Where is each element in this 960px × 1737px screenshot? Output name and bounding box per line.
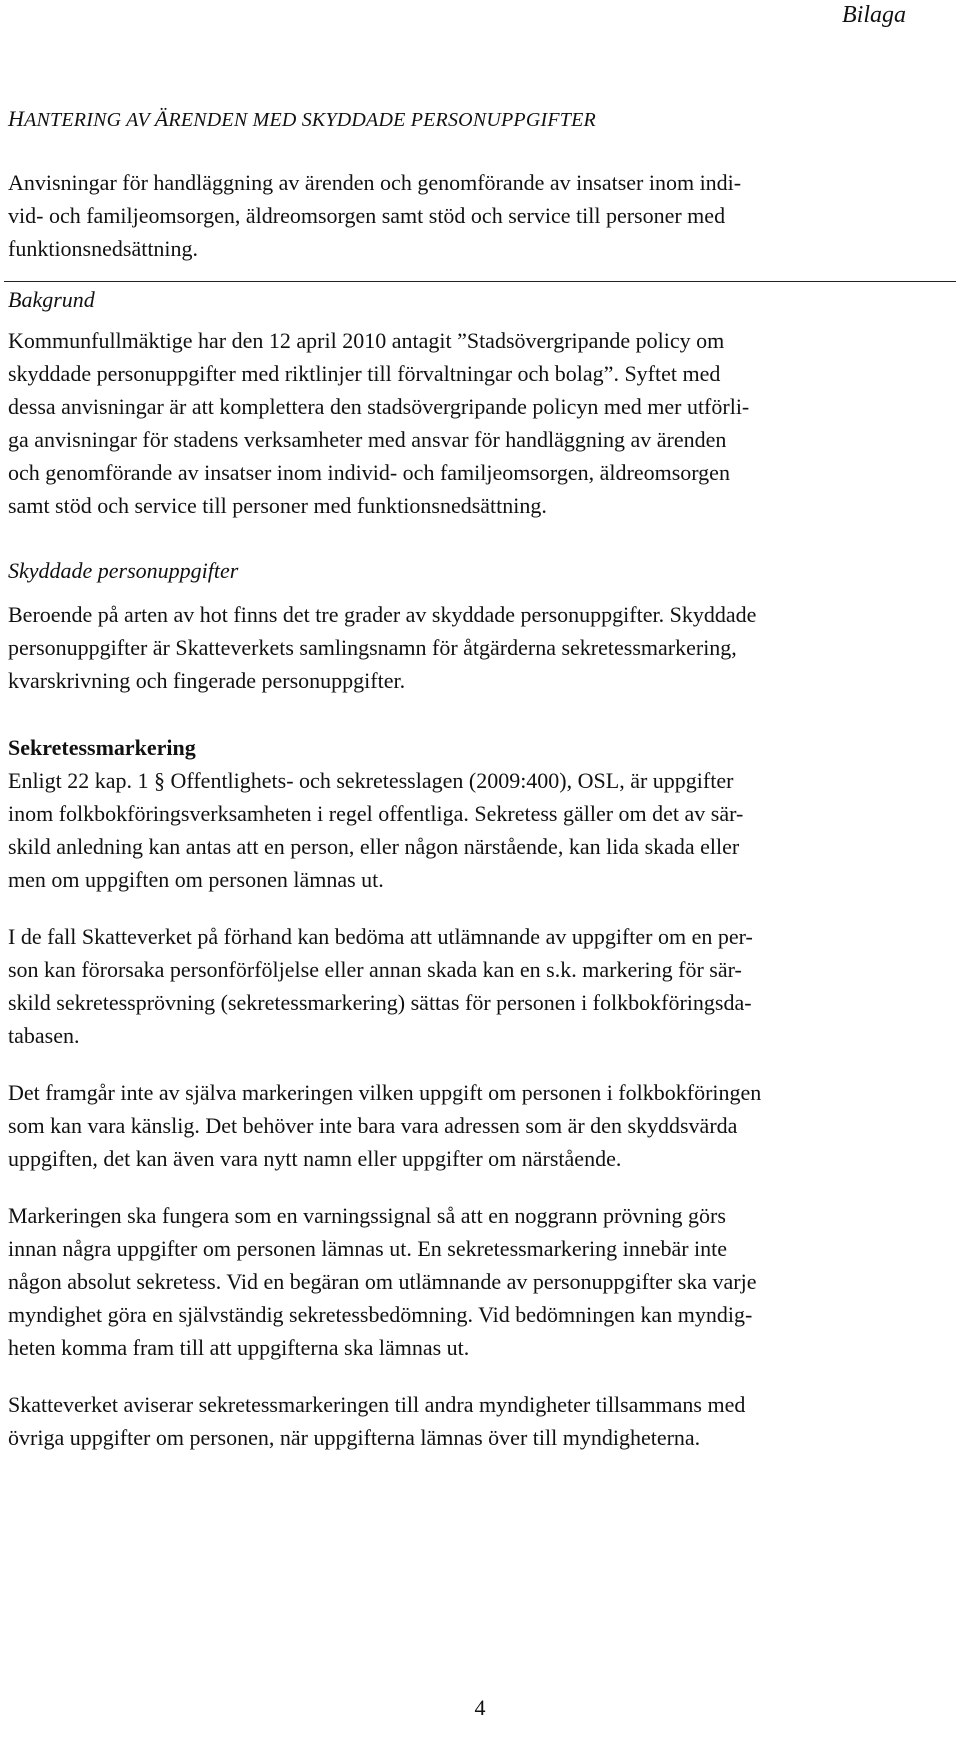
intro-paragraph bbox=[8, 166, 956, 265]
text-line: någon absolut sekretess. Vid en begäran om utlämnande av personuppgifter ska varje bbox=[8, 1269, 757, 1294]
text-line: son kan förorsaka personförföljelse eller annan skada kan en s.k. markering för sär- bbox=[8, 957, 742, 982]
title-part-2: RENDEN MED SKYDDADE PERSONUPPGIFTER bbox=[168, 109, 596, 131]
section-heading-skyddade: Skyddade personuppgifter bbox=[8, 558, 239, 583]
text-line: Skatteverket aviserar sekretessmarkeringen till andra myndigheter tillsammans med bbox=[8, 1392, 746, 1417]
section-heading-bakgrund: Bakgrund bbox=[8, 287, 95, 312]
section-skyddade-personuppgifter bbox=[8, 554, 956, 697]
text-line: övriga uppgifter om personen, när uppgifterna lämnas över till myndigheterna. bbox=[8, 1425, 701, 1450]
section-bakgrund bbox=[8, 283, 956, 522]
title-initial-1: H bbox=[8, 106, 25, 131]
text-line: skyddade personuppgifter med riktlinjer till förvaltningar och bolag”. Syftet med bbox=[8, 361, 721, 386]
text-line: och genomförande av insatser inom individ- och familjeomsorgen, äldreomsorgen bbox=[8, 460, 730, 485]
title-initial-2: Ä bbox=[154, 106, 169, 131]
text-line: I de fall Skatteverket på förhand kan bedöma att utlämnande av uppgifter om en per- bbox=[8, 924, 753, 949]
text-line: uppgiften, det kan även vara nytt namn eller uppgifter om närstående. bbox=[8, 1146, 622, 1171]
document-title bbox=[8, 106, 596, 133]
intro-line: Anvisningar för handläggning av ärenden och genomförande av insatser inom indi- bbox=[8, 170, 742, 195]
text-line: samt stöd och service till personer med funktionsnedsättning. bbox=[8, 493, 547, 518]
text-line: Enligt 22 kap. 1 § Offentlighets- och sekretesslagen (2009:400), OSL, är uppgifter bbox=[8, 768, 734, 793]
title-part-1: ANTERING AV bbox=[24, 109, 155, 131]
intro-line: funktionsnedsättning. bbox=[8, 236, 199, 261]
text-line: myndighet göra en självständig sekretessbedömning. Vid bedömningen kan myndig- bbox=[8, 1302, 753, 1327]
text-line: personuppgifter är Skatteverkets samlingsnamn för åtgärderna sekretessmarkering, bbox=[8, 635, 737, 660]
text-line: kvarskrivning och fingerade personuppgifter. bbox=[8, 668, 406, 693]
text-line: skild anledning kan antas att en person, eller någon närstående, kan lida skada eller bbox=[8, 834, 740, 859]
text-line: heten komma fram till att uppgifterna ska lämnas ut. bbox=[8, 1335, 470, 1360]
text-line: Kommunfullmäktige har den 12 april 2010 antagit ”Stadsövergripande policy om bbox=[8, 328, 725, 353]
text-line: men om uppgiften om personen lämnas ut. bbox=[8, 867, 384, 892]
text-line: som kan vara känslig. Det behöver inte bara vara adressen som är den skyddsvärda bbox=[8, 1113, 738, 1138]
text-line: ga anvisningar för stadens verksamheter med ansvar för handläggning av ärenden bbox=[8, 427, 727, 452]
page-number: 4 bbox=[474, 1695, 486, 1720]
sekretess-paragraph-3 bbox=[8, 1076, 956, 1175]
text-line: Beroende på arten av hot finns det tre grader av skyddade personuppgifter. Skyddade bbox=[8, 602, 757, 627]
text-line: tabasen. bbox=[8, 1023, 80, 1048]
text-line: innan några uppgifter om personen lämnas ut. En sekretessmarkering innebär inte bbox=[8, 1236, 728, 1261]
text-line: inom folkbokföringsverksamheten i regel offentliga. Sekretess gäller om det av sär- bbox=[8, 801, 744, 826]
intro-line: vid- och familjeomsorgen, äldreomsorgen samt stöd och service till personer med bbox=[8, 203, 726, 228]
appendix-label: Bilaga bbox=[842, 2, 906, 28]
skyddade-paragraph bbox=[8, 598, 956, 697]
sekretess-paragraph-5 bbox=[8, 1388, 956, 1454]
sekretess-paragraph-4 bbox=[8, 1199, 956, 1364]
bakgrund-paragraph bbox=[8, 324, 956, 522]
text-line: Markeringen ska fungera som en varningssignal så att en noggrann prövning görs bbox=[8, 1203, 726, 1228]
section-heading-sekretessmarkering: Sekretessmarkering bbox=[8, 735, 196, 760]
horizontal-divider bbox=[4, 281, 956, 282]
text-line: Det framgår inte av själva markeringen vilken uppgift om personen i folkbokföringen bbox=[8, 1080, 762, 1105]
section-sekretessmarkering bbox=[8, 731, 956, 1454]
sekretess-paragraph-2 bbox=[8, 920, 956, 1052]
text-line: dessa anvisningar är att komplettera den stadsövergripande policyn med mer utförli- bbox=[8, 394, 750, 419]
text-line: skild sekretessprövning (sekretessmarkering) sättas för personen i folkbokföringsda- bbox=[8, 990, 752, 1015]
sekretess-paragraph-1 bbox=[8, 764, 956, 896]
